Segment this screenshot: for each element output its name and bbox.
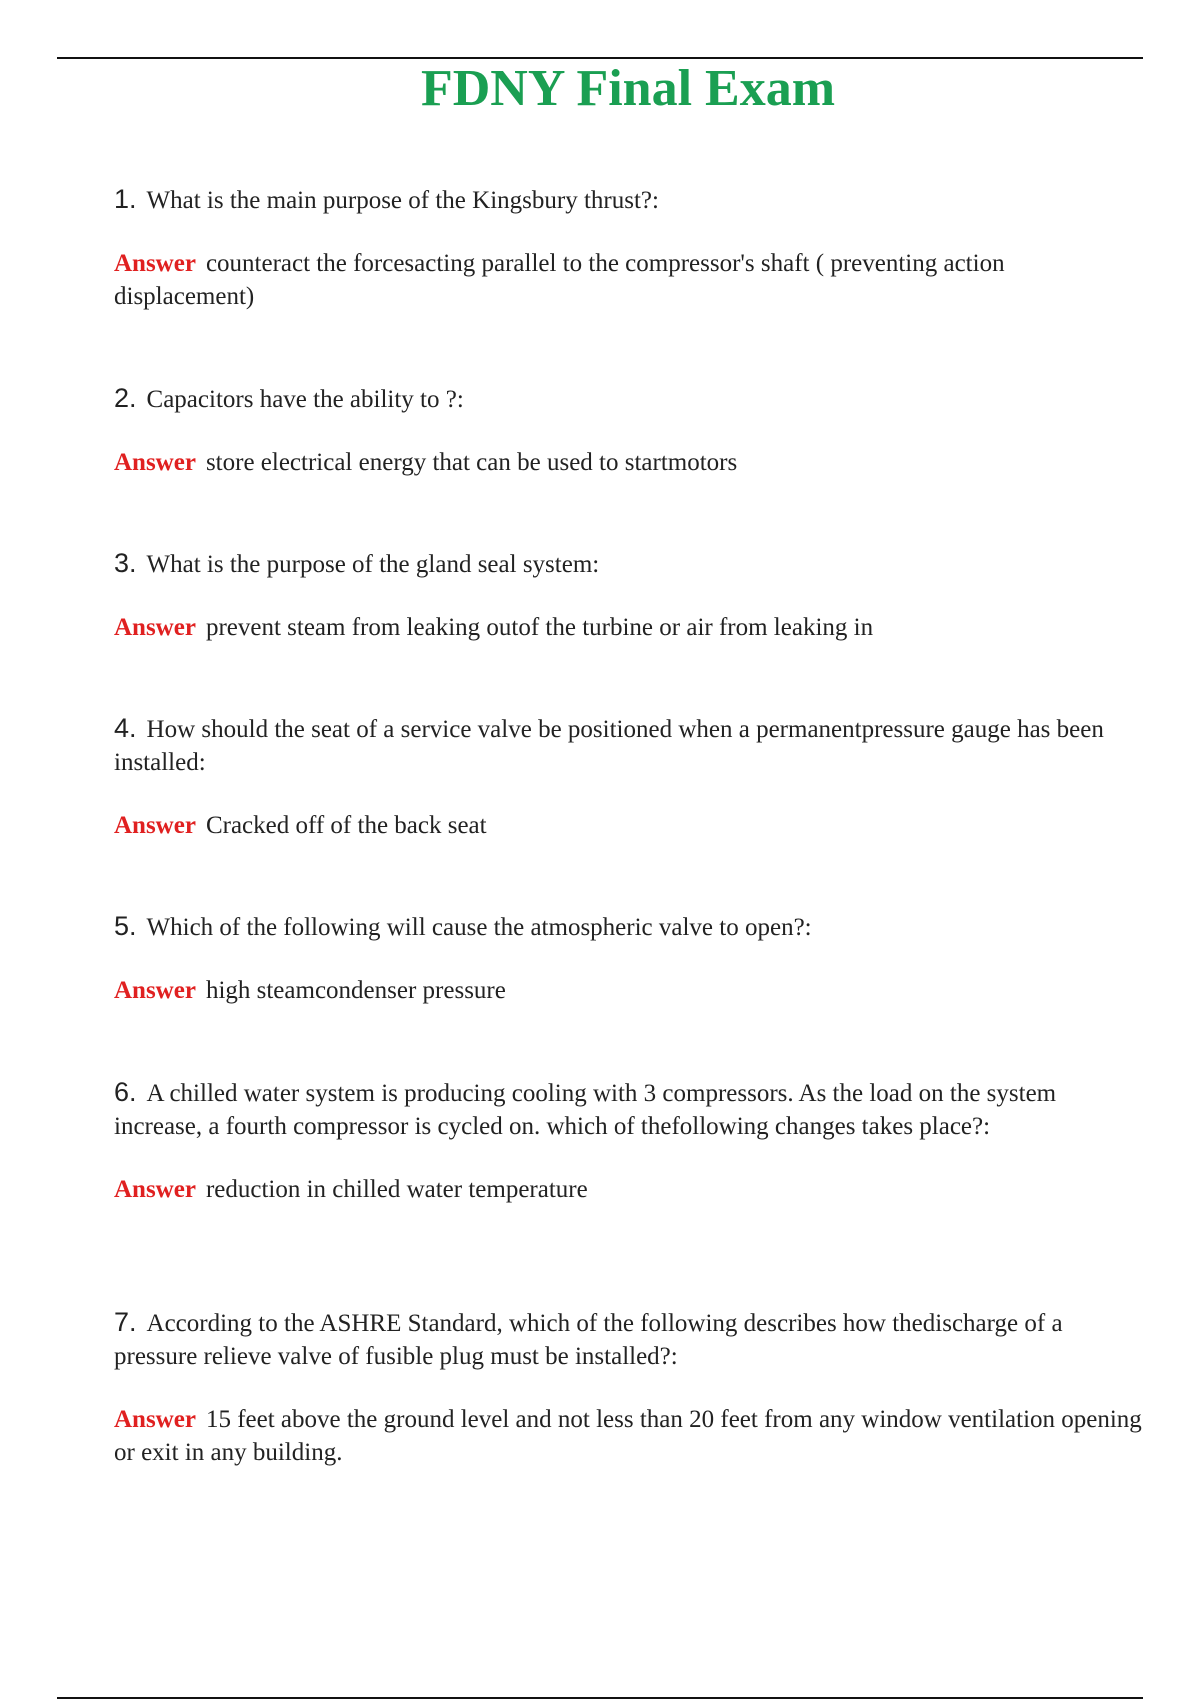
question-number: 5. xyxy=(114,911,137,941)
question-body: How should the seat of a service valve be positioned when a permanentpressure gauge has been installed: xyxy=(114,716,1104,776)
answer-label: Answer xyxy=(114,1406,196,1433)
answer-body: 15 feet above the ground level and not less than 20 feet from any window ventilation opening or exit in any building. xyxy=(114,1406,1142,1466)
answer-label: Answer xyxy=(114,614,196,641)
answer-text xyxy=(114,247,1144,313)
question-number: 2. xyxy=(114,383,137,413)
question-body: According to the ASHRE Standard, which of the following describes how thedischarge of a pressure relieve valve of fusible plug must be installed?: xyxy=(114,1310,1063,1370)
question-text xyxy=(114,1076,1144,1143)
question-number: 4. xyxy=(114,713,137,743)
question-text xyxy=(114,382,1144,416)
answer-body: reduction in chilled water temperature xyxy=(205,1176,588,1203)
answer-text xyxy=(114,809,1144,842)
answer-body: high steamcondenser pressure xyxy=(205,977,506,1004)
question-text xyxy=(114,910,1144,944)
answer-body: counteract the forcesacting parallel to the compressor's shaft ( preventing action displacement) xyxy=(114,250,1005,310)
answer-label: Answer xyxy=(114,1176,196,1203)
question-block-5 xyxy=(114,910,1144,1007)
answer-text xyxy=(114,1173,1144,1206)
answer-label: Answer xyxy=(114,449,196,476)
answer-body: Cracked off of the back seat xyxy=(205,812,487,839)
question-text xyxy=(114,712,1144,779)
question-body: What is the purpose of the gland seal system: xyxy=(146,551,600,578)
question-body: Which of the following will cause the atmospheric valve to open?: xyxy=(146,914,812,941)
question-number: 7. xyxy=(114,1307,137,1337)
answer-label: Answer xyxy=(114,812,196,839)
question-body: What is the main purpose of the Kingsbury thrust?: xyxy=(146,187,659,214)
answer-text xyxy=(114,446,1144,479)
question-block-3 xyxy=(114,547,1144,644)
question-body: Capacitors have the ability to ?: xyxy=(146,386,464,413)
answer-label: Answer xyxy=(114,250,196,277)
question-body: A chilled water system is producing cooling with 3 compressors. As the load on the system increase, a fourth compressor is cycled on. which of thefollowing changes takes place?: xyxy=(114,1080,1057,1140)
answer-text xyxy=(114,1403,1144,1469)
question-block-2 xyxy=(114,382,1144,479)
question-text xyxy=(114,547,1144,581)
answer-body: store electrical energy that can be used to startmotors xyxy=(205,449,738,476)
question-number: 1. xyxy=(114,184,137,214)
question-block-4 xyxy=(114,712,1144,842)
answer-label: Answer xyxy=(114,977,196,1004)
question-block-6 xyxy=(114,1076,1144,1206)
answer-text xyxy=(114,974,1144,1007)
question-block-7 xyxy=(114,1306,1144,1469)
question-block-1 xyxy=(114,183,1144,313)
answer-text xyxy=(114,611,1144,644)
bottom-rule xyxy=(57,1697,1143,1699)
question-number: 6. xyxy=(114,1077,137,1107)
question-text xyxy=(114,1306,1144,1373)
question-text xyxy=(114,183,1144,217)
question-number: 3. xyxy=(114,548,137,578)
page-title: FDNY Final Exam xyxy=(420,60,836,117)
answer-body: prevent steam from leaking outof the turbine or air from leaking in xyxy=(205,614,874,641)
